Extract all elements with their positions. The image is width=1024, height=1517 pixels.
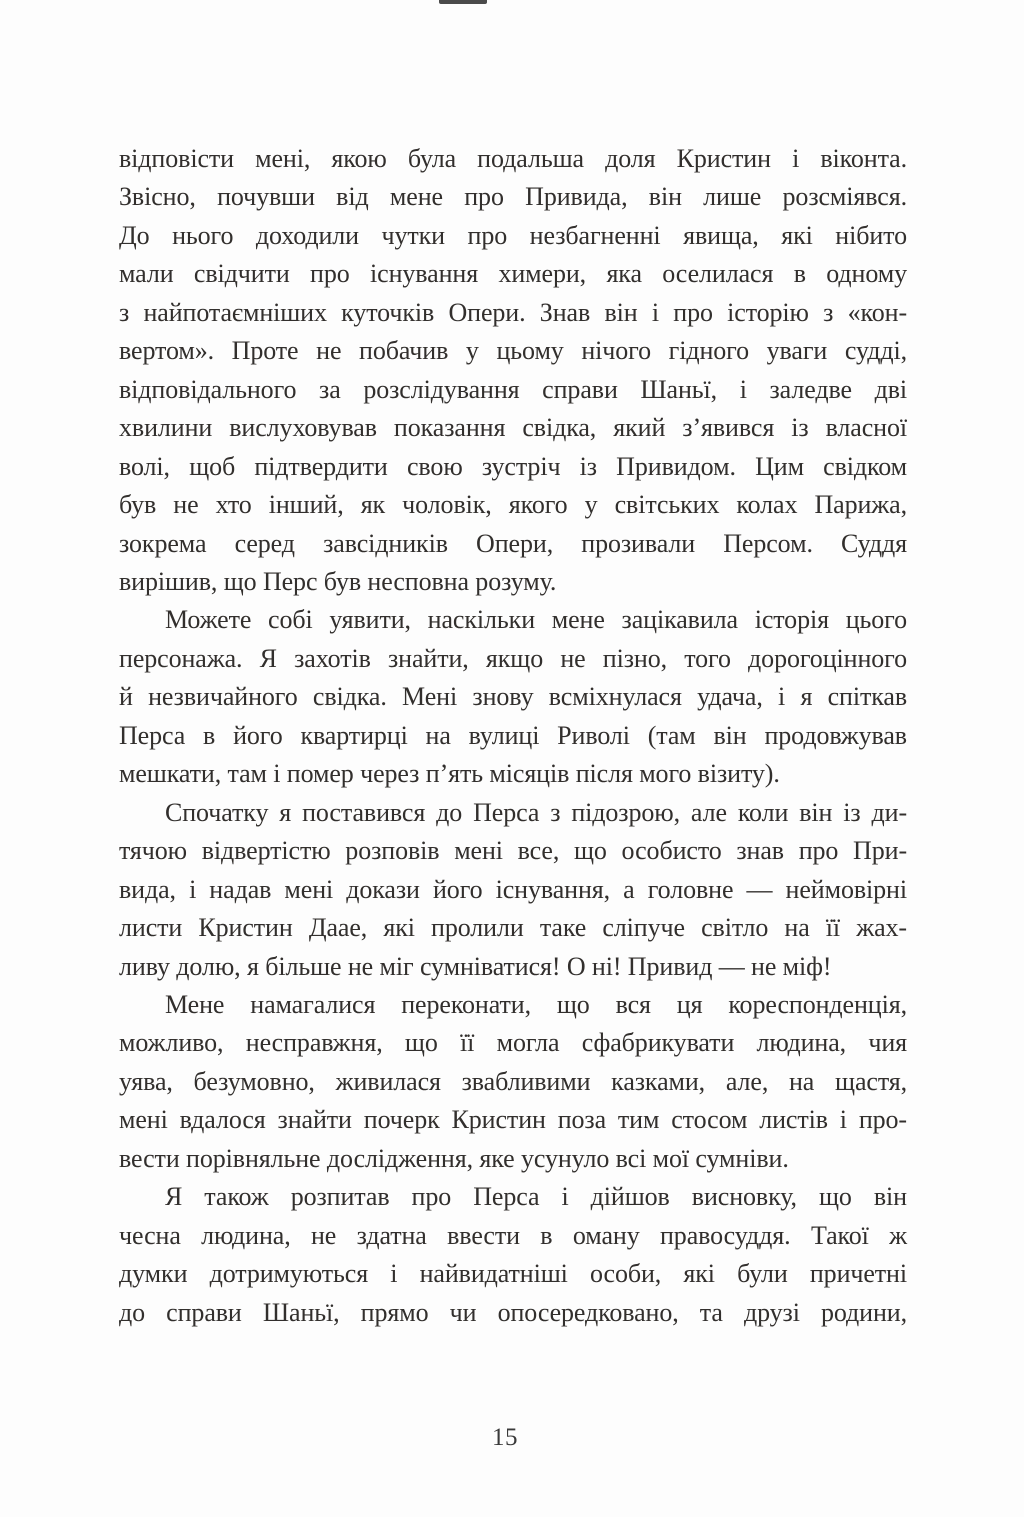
text-line: волі, щоб підтвердити свою зустріч із Привидом. Цим свідком [119, 451, 907, 481]
text-line: й незвичайного свідка. Мені знову всміхнулася удача, і я спіткав [119, 682, 907, 712]
text-line: відповісти мені, якою була подальша доля Кристин і віконта. [119, 144, 907, 173]
text-line: мешкати, там і помер через п’ять місяців після мого візиту). [119, 759, 780, 789]
text-line: Мене намагалися переконати, що вся ця кореспонденція, [165, 989, 907, 1019]
text-line: хвилини вислуховував показання свідка, який з’явився із власної [119, 413, 907, 443]
text-line: чесна людина, не здатна ввести в оману правосуддя. Такої ж [119, 1220, 907, 1250]
text-line: з найпотаємніших куточків Опери. Знав він і про історію з «кон- [119, 297, 907, 327]
text-line: вирішив, що Перс був несповна розуму. [119, 566, 557, 596]
scan-artifact-bar [439, 0, 487, 4]
paragraph [119, 140, 907, 601]
text-line: до справи Шаньї, прямо чи опосередковано, та друзі родини, [119, 1297, 907, 1327]
text-line: зокрема серед завсідників Опери, прозивали Персом. Суддя [119, 528, 907, 558]
text-line: був не хто інший, як чоловік, якого у світських колах Парижа, [119, 490, 907, 520]
text-line: мали свідчити про існування химери, яка оселилася в одному [119, 259, 907, 289]
text-line: До нього доходили чутки про незбагненні явища, які нібито [119, 220, 907, 250]
text-line: Звісно, почувши від мене про Привида, він лише розсміявся. [119, 182, 907, 212]
paragraph [119, 986, 907, 1178]
text-line: можливо, несправжня, що її могла сфабрикувати людина, чия [119, 1028, 907, 1058]
text-line: мені вдалося знайти почерк Кристин поза тим стосом листів і про- [119, 1105, 907, 1135]
text-line: Я також розпитав про Перса і дійшов висновку, що він [165, 1182, 907, 1212]
text-line: Можете собі уявити, наскільки мене зацікавила історія цього [165, 605, 907, 635]
text-line: ливу долю, я більше не міг сумніватися! О ні! Привид — не міф! [119, 951, 832, 981]
text-line: листи Кристин Даае, які пролили таке сліпуче світло на її жах- [119, 913, 907, 943]
page-number: 15 [492, 1424, 518, 1451]
paragraph [119, 794, 907, 986]
book-page-text [119, 140, 907, 1332]
text-line: уява, безумовно, живилася звабливими казками, але, на щастя, [119, 1066, 907, 1096]
paragraph [119, 601, 907, 793]
text-line: Перса в його квартирці на вулиці Риволі (там він продовжував [119, 720, 907, 750]
text-line: вида, і надав мені докази його існування, а головне — неймовірні [119, 874, 907, 904]
paragraph [119, 1178, 907, 1332]
text-line: тячою відвертістю розповів мені все, що особисто знав про При- [119, 836, 907, 866]
text-line: відповідального за розслідування справи Шаньї, і заледве дві [119, 374, 907, 404]
text-line: персонажа. Я захотів знайти, якщо не пізно, того дорогоцінного [119, 643, 907, 673]
text-line: вертом». Проте не побачив у цьому нічого гідного уваги судді, [119, 336, 907, 366]
text-line: Спочатку я поставився до Перса з підозрою, але коли він із ди- [165, 797, 907, 827]
text-line: вести порівняльне дослідження, яке усунуло всі мої сумніви. [119, 1143, 789, 1173]
text-line: думки дотримуються і найвидатніші особи, які були причетні [119, 1259, 907, 1289]
